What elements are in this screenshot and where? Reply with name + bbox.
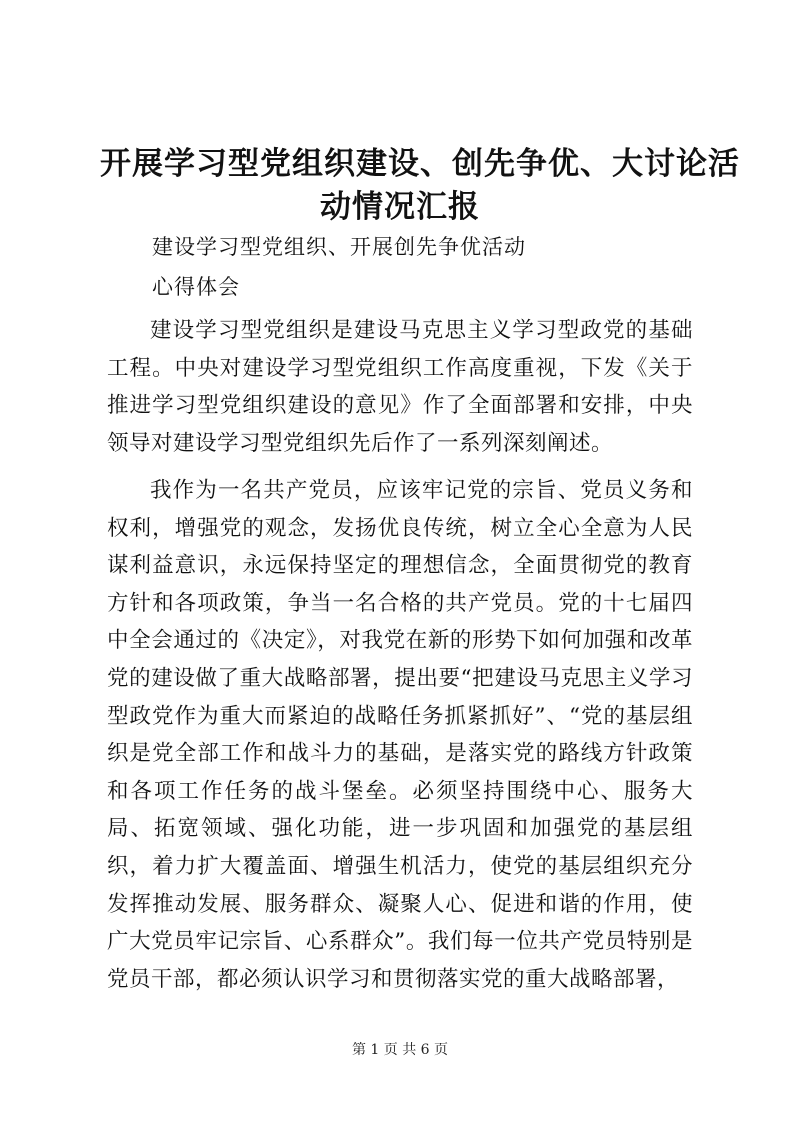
document-title-line-2: 动情况汇报 [320,189,480,225]
subtitle-line-1: 建设学习型党组织、开展创先争优活动 [152,235,526,259]
page-number-footer: 第 1 页 共 6 页 [351,1042,449,1058]
subtitle-line-2: 心得体会 [152,275,240,299]
body-paragraph-2: 我作为一名共产党员，应该牢记党的宗旨、党员义务和权利，增强党的观念，发扬优良传统，树立全心全意为人民谋利益意识，永远保持坚定的理想信念，全面贯彻党的教育方针和各项政策，争当一名合格的共产党员。党的十七届四中全会通过的《决定》，对我党在新的形势下如何加强和改革党的建设做了重大战略部署，提出要“把建设马克思主义学习型政党作为重大而紧迫的战略任务抓紧抓好”、“党的基层组织是党全部工作和战斗力的基础，是落实党的路线方针政策和各项工作任务的战斗堡垒。必须坚持围绕中心、服务大局、拓宽领域、强化功能，进一步巩固和加强党的基层组织，着力扩大覆盖面、增强生机活力，使党的基层组织充分发挥推动发展、服务群众、凝聚人心、促进和谐的作用，使广大党员牢记宗旨、心系群众”。我们每一位共产党员特别是党员干部，都必须认识学习和贯彻落实党的重大战略部署， [107,478,693,992]
body-paragraph-1: 建设学习型党组织是建设马克思主义学习型政党的基础工程。中央对建设学习型党组织工作高度重视，下发《关于推进学习型党组织建设的意见》作了全面部署和安排，中央领导对建设学习型党组织先后作了一系列深刻阐述。 [107,318,693,456]
document-title-line-1: 开展学习型党组织建设、创先争优、大讨论活 [100,146,740,182]
